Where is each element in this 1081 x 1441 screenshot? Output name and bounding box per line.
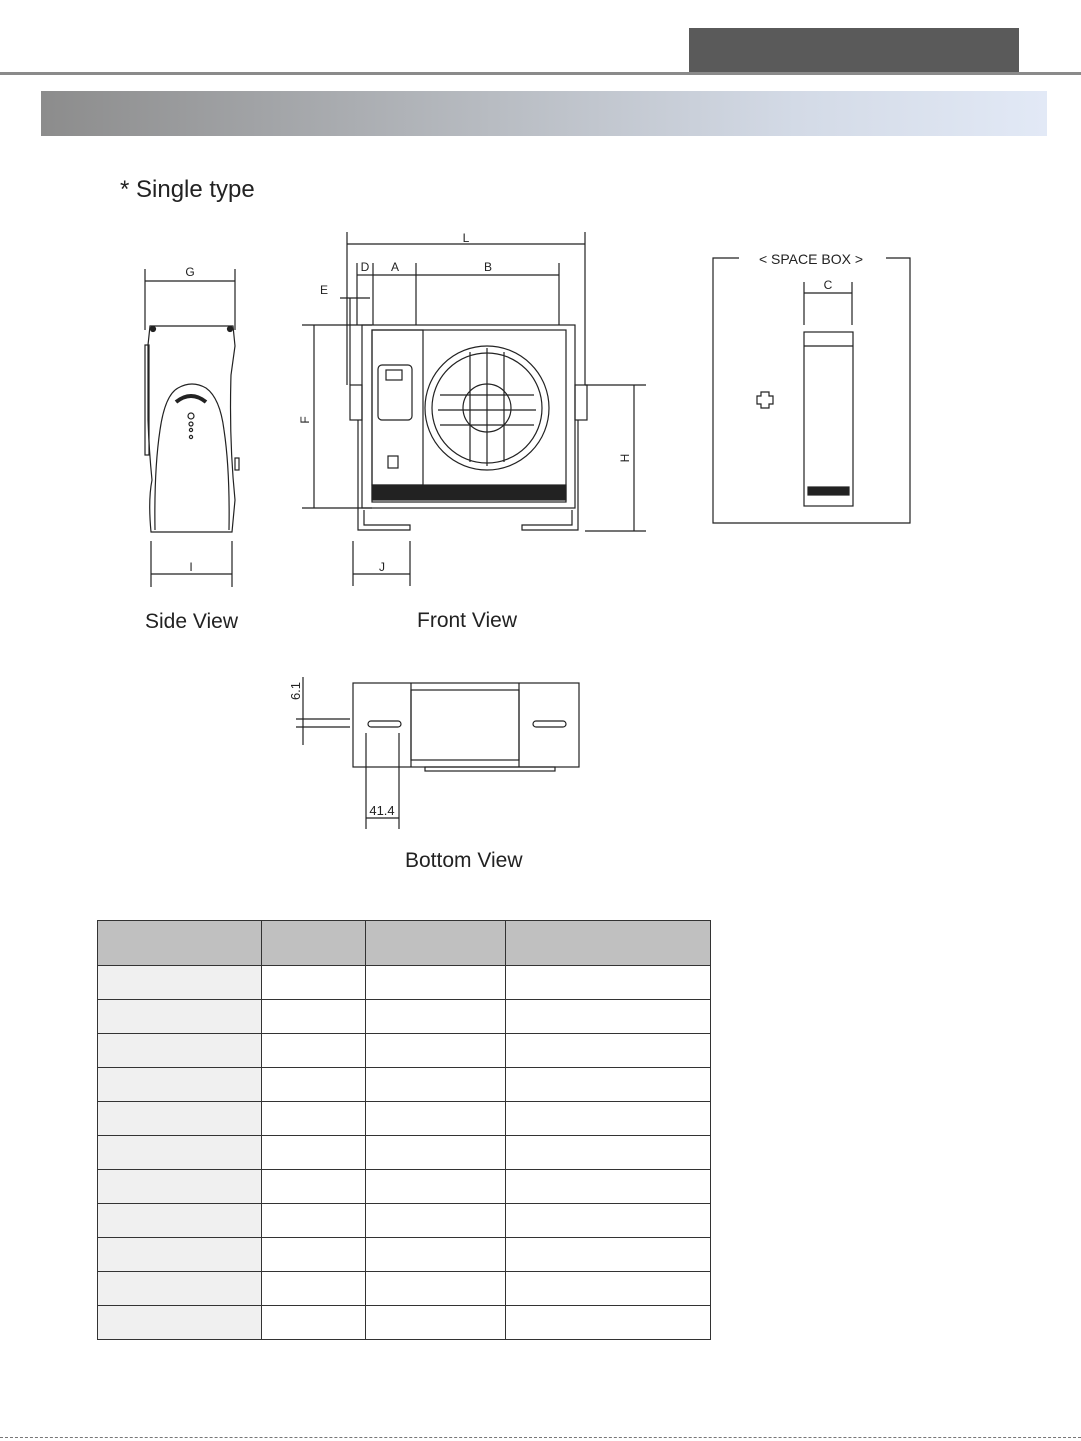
header-cell bbox=[506, 921, 711, 966]
table-cell bbox=[262, 1136, 366, 1170]
table-row bbox=[98, 1238, 711, 1272]
section-title: * Single type bbox=[120, 176, 255, 203]
table-cell bbox=[506, 1102, 711, 1136]
table-row bbox=[98, 1204, 711, 1238]
header-cell bbox=[262, 921, 366, 966]
table-cell bbox=[262, 1034, 366, 1068]
header-cell bbox=[366, 921, 506, 966]
dim-label-B: B bbox=[483, 260, 493, 274]
dim-label-C: C bbox=[823, 278, 833, 292]
table-row bbox=[98, 1102, 711, 1136]
table-cell bbox=[366, 1034, 506, 1068]
table-row bbox=[98, 1068, 711, 1102]
table-cell bbox=[366, 1000, 506, 1034]
table-cell bbox=[366, 1102, 506, 1136]
table-row bbox=[98, 966, 711, 1000]
table-row bbox=[98, 1306, 711, 1340]
space-box-label: < SPACE BOX > bbox=[758, 251, 864, 267]
table-cell bbox=[366, 1204, 506, 1238]
space-box-drawing bbox=[713, 258, 910, 523]
front-view-drawing bbox=[302, 232, 646, 586]
spec-table bbox=[97, 920, 711, 1340]
table-cell bbox=[366, 1170, 506, 1204]
dim-value-41-4: 41.4 bbox=[369, 803, 395, 818]
table-cell bbox=[98, 1000, 262, 1034]
table-cell bbox=[506, 1068, 711, 1102]
table-cell bbox=[98, 966, 262, 1000]
table-cell bbox=[506, 966, 711, 1000]
table-cell bbox=[262, 1000, 366, 1034]
table-cell bbox=[262, 1102, 366, 1136]
table-cell bbox=[366, 1306, 506, 1340]
table-cell bbox=[98, 1102, 262, 1136]
dim-label-L: L bbox=[462, 231, 470, 245]
table-cell bbox=[262, 1272, 366, 1306]
dim-label-A: A bbox=[390, 260, 400, 274]
dim-label-H: H bbox=[618, 453, 632, 463]
page-footer-rule bbox=[0, 1437, 1081, 1438]
table-row bbox=[98, 1170, 711, 1204]
table-cell bbox=[366, 1272, 506, 1306]
table-cell bbox=[98, 1238, 262, 1272]
side-view-label: Side View bbox=[145, 610, 239, 633]
dim-label-E: E bbox=[319, 283, 329, 297]
dim-label-I: I bbox=[189, 560, 193, 574]
table-cell bbox=[98, 1136, 262, 1170]
table-row bbox=[98, 1000, 711, 1034]
table-cell bbox=[506, 1000, 711, 1034]
table-cell bbox=[98, 1034, 262, 1068]
bottom-view-drawing bbox=[296, 677, 579, 829]
dim-label-D: D bbox=[360, 260, 370, 274]
bottom-view-label: Bottom View bbox=[405, 849, 523, 872]
dim-label-J: J bbox=[379, 560, 385, 574]
table-cell bbox=[506, 1238, 711, 1272]
table-row bbox=[98, 1136, 711, 1170]
table-cell bbox=[366, 966, 506, 1000]
table-cell bbox=[262, 1068, 366, 1102]
table-cell bbox=[506, 1034, 711, 1068]
table-cell bbox=[366, 1238, 506, 1272]
dim-value-6-1: 6.1 bbox=[288, 681, 303, 701]
table-cell bbox=[506, 1170, 711, 1204]
dim-label-F: F bbox=[298, 416, 312, 424]
front-view-label: Front View bbox=[417, 609, 517, 632]
table-cell bbox=[262, 1204, 366, 1238]
table-cell bbox=[506, 1204, 711, 1238]
table-cell bbox=[98, 1272, 262, 1306]
table-row bbox=[98, 1272, 711, 1306]
table-cell bbox=[262, 1238, 366, 1272]
side-view-drawing bbox=[145, 269, 239, 587]
spec-table-header bbox=[98, 921, 711, 966]
table-cell bbox=[98, 1170, 262, 1204]
table-cell bbox=[366, 1068, 506, 1102]
dim-label-G: G bbox=[185, 265, 195, 279]
table-cell bbox=[262, 966, 366, 1000]
table-cell bbox=[506, 1306, 711, 1340]
table-cell bbox=[262, 1170, 366, 1204]
table-cell bbox=[262, 1306, 366, 1340]
table-cell bbox=[98, 1068, 262, 1102]
table-row bbox=[98, 1034, 711, 1068]
table-cell bbox=[506, 1136, 711, 1170]
table-cell bbox=[366, 1136, 506, 1170]
table-cell bbox=[98, 1306, 262, 1340]
table-cell bbox=[98, 1204, 262, 1238]
table-cell bbox=[506, 1272, 711, 1306]
header-cell bbox=[98, 921, 262, 966]
